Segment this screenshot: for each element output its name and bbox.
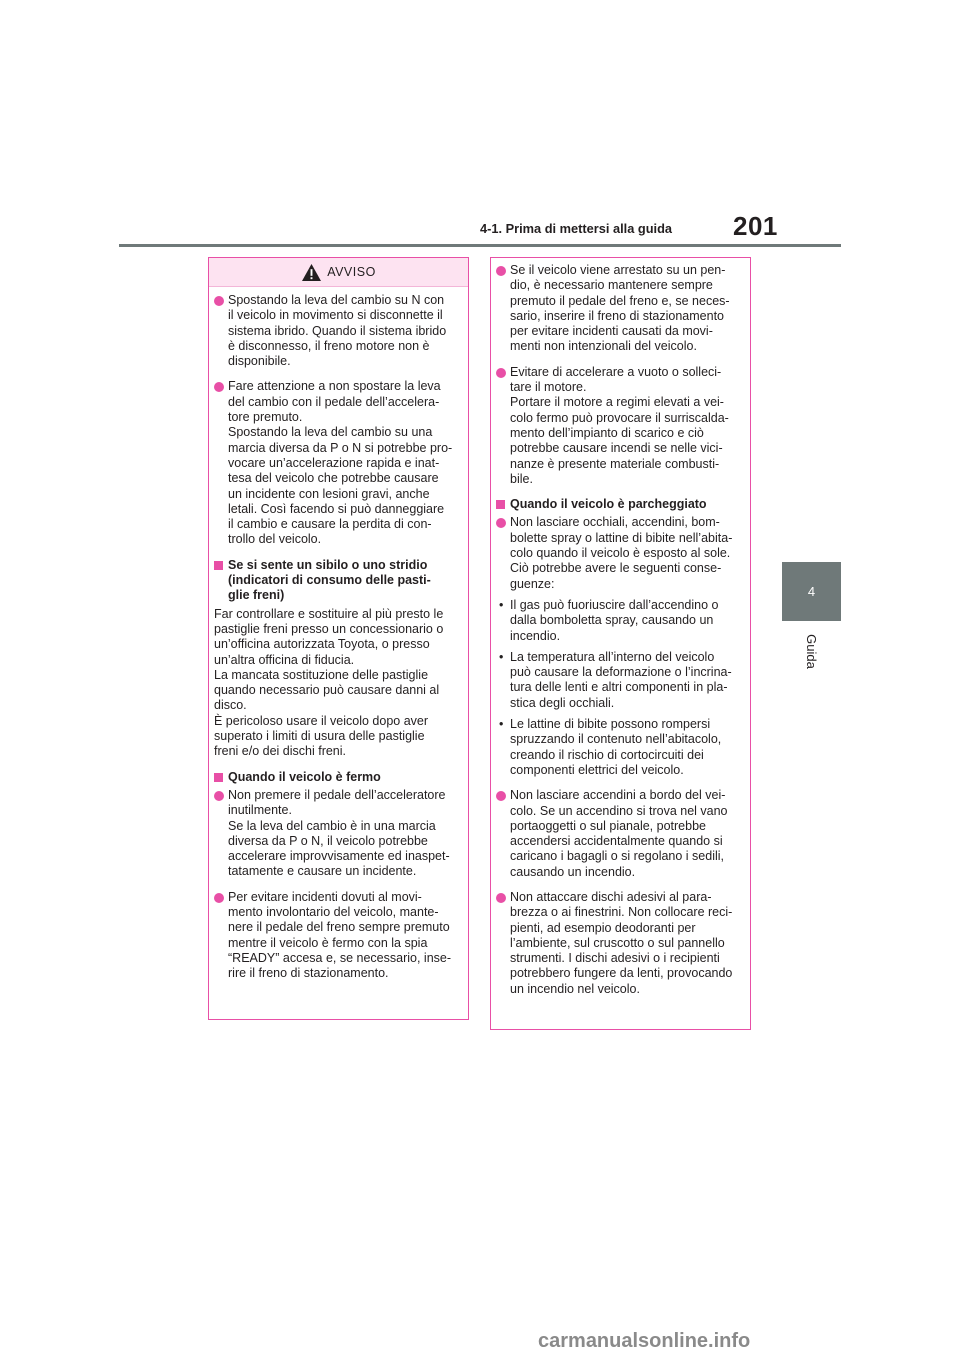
sub-bullet-icon: •	[499, 649, 504, 664]
sub-item-text: Le lattine di bibite possono rompersi spruzzando il contenuto nell’abitacolo, creando il rischio di cortocircuiti dei componenti elettrici del veicolo.	[510, 717, 722, 777]
header-rule	[119, 244, 841, 247]
bullet-dot-icon	[496, 266, 506, 276]
sub-list-item	[496, 717, 744, 778]
bullet-dot-icon	[214, 296, 224, 306]
square-bullet-icon	[214, 561, 223, 570]
bullet-dot-icon	[214, 382, 224, 392]
list-item	[496, 263, 744, 355]
item-text: Se il veicolo viene arrestato su un pen- dio, è necessario mantenere sempre premuto il pedale del freno e, se neces- sario, inserire il freno di stazionamento per evitare incidenti causati da movi- menti non intenzionali del veicolo.	[510, 263, 730, 354]
bullet-dot-icon	[214, 893, 224, 903]
list-item	[496, 890, 744, 997]
bullet-dot-icon	[496, 368, 506, 378]
sub-bullet-icon: •	[499, 597, 504, 612]
chapter-tab[interactable]: 4	[782, 562, 841, 621]
page-number: 201	[733, 211, 778, 241]
warning-box-right	[490, 257, 751, 1030]
item-text: Fare attenzione a non spostare la leva del cambio con il pedale dell’accelera- tore premuto. Spostando la leva del cambio su una marcia diversa da P o N si potrebbe pro- vocare un’accelerazione rapida e inat- tesa del veicolo che potrebbe causare un incidente con lesioni gravi, anche letali. Così facendo si può danneggiare il cambio e causare la perdita di con- trollo del veicolo.	[228, 379, 453, 547]
list-item	[214, 379, 462, 547]
section-heading	[214, 770, 462, 785]
section-title: 4-1. Prima di mettersi alla guida	[480, 221, 673, 236]
item-text: Non premere il pedale dell’acceleratore inutilmente. Se la leva del cambio è in una marcia diversa da P o N, il veicolo potrebbe accelerare improvvisamente ed inaspet- tatamente e causare un incidente.	[228, 787, 450, 879]
sub-list-item	[496, 650, 744, 711]
site-watermark: carmanualsonline.info	[538, 1330, 751, 1352]
item-text: Per evitare incidenti dovuti al movi- mento involontario del veicolo, mante- nere il pedale del freno sempre premuto mentre il veicolo è fermo con la spia “READY” accesa e, se necessario, inse- rire il freno di stazionamento.	[228, 889, 452, 981]
list-item	[214, 890, 462, 982]
item-text: Non lasciare occhiali, accendini, bom- bolette spray o lattine di bibite nell’abita- colo quando il veicolo è esposto al sole. Ciò potrebbe avere le seguenti conse- guenze:	[510, 515, 733, 591]
square-bullet-icon	[496, 500, 505, 509]
section-heading-text: Quando il veicolo è fermo	[228, 769, 381, 784]
section-heading-text: Se si sente un sibilo o uno stridio (indicatori di consumo delle pasti- glie freni)	[228, 557, 431, 603]
bullet-dot-icon	[496, 893, 506, 903]
list-item	[496, 515, 744, 591]
list-item	[214, 293, 462, 369]
section-paragraph: Far controllare e sostituire al più presto le pastiglie freni presso un concessionario o un’officina autorizzata Toyota, o presso un’altra officina di fiducia. La mancata sostituzione delle pastiglie quando necessario può causare danni al disco. È pericoloso usare il veicolo dopo aver superato i limiti di usura delle pastiglie freni e/o dei dischi freni.	[214, 606, 444, 759]
section-heading	[496, 497, 744, 512]
warning-header	[209, 258, 468, 287]
warning-triangle-icon	[301, 263, 322, 282]
item-text: Spostando la leva del cambio su N con il veicolo in movimento si disconnette il sistema ibrido. Quando il sistema ibrido è disconnesso, il freno motore non è disponibile.	[228, 293, 447, 369]
warning-box-left	[208, 257, 469, 1020]
bullet-dot-icon	[496, 791, 506, 801]
item-text: Non lasciare accendini a bordo del vei- colo. Se un accendino si trova nel vano portaoggetti o sul pianale, potrebbe accendersi accidentalmente quando si caricano i bagagli o si regolano i sedili, causando un incendio.	[510, 788, 728, 879]
square-bullet-icon	[214, 773, 223, 782]
list-item	[214, 788, 462, 880]
chapter-label-text: Guida	[803, 633, 819, 669]
list-item	[496, 365, 744, 487]
section-heading	[214, 558, 462, 604]
sub-item-text: Il gas può fuoriuscire dall’accendino o dalla bomboletta spray, causando un incendio.	[510, 597, 719, 643]
item-text: Evitare di accelerare a vuoto o solleci- tare il motore. Portare il motore a regimi elevati a vei- colo fermo può provocare il surriscalda- mento dell’impianto di scarico e ciò potrebbe causare incendi se nelle vici- nanze è presente materiale combusti- bile.	[510, 364, 729, 486]
section-heading-text: Quando il veicolo è parcheggiato	[510, 497, 707, 512]
warning-label: AVVISO	[327, 265, 376, 279]
bullet-dot-icon	[496, 518, 506, 528]
sub-item-text: La temperatura all’interno del veicolo può causare la deformazione o l’incrina- tura delle lenti e altri componenti in pla- stica degli occhiali.	[510, 649, 732, 710]
bullet-dot-icon	[214, 791, 224, 801]
sub-list-item	[496, 598, 744, 644]
list-item	[496, 788, 744, 880]
item-text: Non attaccare dischi adesivi al para- brezza o ai finestrini. Non collocare reci- pienti, ad esempio deodoranti per l’ambiente, sul cruscotto o sul pannello strumenti. I dischi adesivi o i recipienti potrebbero fungere da lenti, provocando un incendio nel veicolo.	[510, 889, 733, 996]
sub-bullet-icon: •	[499, 717, 504, 732]
chapter-label	[782, 630, 841, 672]
